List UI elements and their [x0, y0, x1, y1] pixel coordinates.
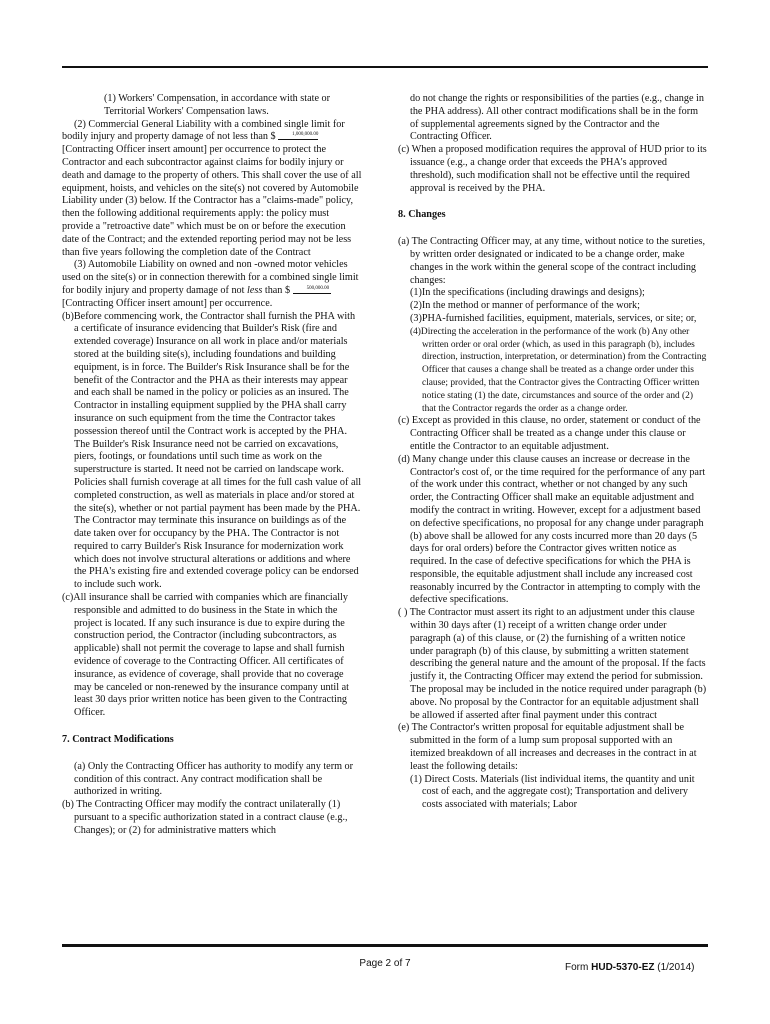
clause-7c: (c) When a proposed modification requires the approval of HUD prior to its issuance (e.g., a change order that exceeds the PHA's approved threshold), such modification shall not be effective until the required approval is received by the PHA. [398, 144, 707, 194]
right-column [398, 93, 708, 812]
clause-3-less: less [247, 284, 263, 296]
clause-3-text-c: [Contracting Officer insert amount] per occurrence. [62, 297, 273, 309]
clause-3-text-b: than $ [264, 284, 291, 296]
clause-7b: (b) The Contracting Officer may modify the contract unilaterally (1) pursuant to a specific authorization stated in a contract clause (e.g., Changes); or (2) for administrative matters which [62, 799, 348, 836]
clause-2-general-liability [62, 119, 362, 260]
section-8-heading: 8. Changes [398, 209, 446, 221]
form-prefix: Form [565, 962, 589, 973]
form-identifier [565, 962, 695, 973]
clause-c-insurance-carriers: (c)All insurance shall be carried with companies which are financially responsible and admitted to do business in the State in which the project is located. If any such insurance is due to expire during the construction period, the Contractor (including subcontractors, as applicable) shall not permit the coverage to lapse and shall furnish evidence of coverage to the Contracting Officer. All certificates of insurance, as evidence of coverage, shall provide that no coverage may be canceled or non-renewed by the insurance company until at least 30 days prior written notice has been given to the Contracting Officer. [62, 592, 349, 719]
clause-8e-1: (1) Direct Costs. Materials (list individual items, the quantity and unit cost of each, and the aggregate cost); Transportation and delivery costs associated with materials; Labor [410, 773, 695, 811]
clause-3-auto-liability [62, 259, 362, 310]
clause-2-text-a: (2) Commercial General Liability with a combined single limit for bodily injury and property damage of not less than $ [62, 118, 345, 143]
clause-3-text-a: (3) Automobile Liability on owned and non -owned motor vehicles used on the site(s) or in connection therewith for a combined single limit for bodily injury and property damage of not [62, 259, 359, 296]
clause-8a: (a) The Contracting Officer may, at any time, without notice to the sureties, by written order designated or indicated to be a change order, make changes in the work within the general scope of the contract including changes: [398, 236, 706, 286]
page-number: Page 2 of 7 [359, 958, 411, 969]
clause-8a-4: (4)Directing the acceleration in the performance of the work (b) Any other written order or oral order (which, as used in this paragraph (b), includes direction, instruction, interpretation, or determination) from the Contracting Officer that causes a change shall be treated as a change order under this clause; provided, that the Contractor gives the Contracting Officer written notice stating (1) the date, circumstances and source of the order and (2) that the Contractor regards the order as a change order. [410, 326, 707, 414]
section-7-heading: 7. Contract Modifications [62, 734, 174, 746]
bottom-rule [62, 944, 708, 947]
clause-2-text-b: [Contracting Officer insert amount] per occurrence to protect the Contractor and each subcontractor against claims for bodily injury or death and damage to the property of others. This shall cover the use of all equipment, hoists, and vehicles on the site(s) not covered by Automobile Liability under (3) below. If the Contractor has a "claims-made" policy, then the following additional requirements apply: the policy must provide a "retroactive date" which must be on or before the execution date of the Contract; and the extended reporting period may not be less than five years following the completion date of the Contract [62, 144, 362, 258]
clause-8e: (e) The Contractor's written proposal for equitable adjustment shall be submitted in the form of a lump sum proposal supported with an itemized breakdown of all increases and decreases in the contract in at least the following details: [398, 722, 697, 772]
clause-7a: (a) Only the Contracting Officer has authority to modify any term or condition of this contract. Any contract modification shall be authorized in writing. [74, 760, 354, 798]
top-rule [62, 66, 708, 68]
clause-8d: (d) Many change under this clause causes an increase or decrease in the Contractor's cost of, or the time required for the performance of any part of the work under this contract, whether or not changed by any such order, the Contracting Officer shall make an equitable adjustment and modify the contract in writing. However, except for a adjustment based on defective specifications, no proposal for any change under paragraph (b) above shall be allowed for any costs incurred more than 20 days (5 days for oral orders) before the Contractor gives written notice as required. In the case of defective specifications for which the PHA is responsible, the equitable adjustment shall include any increased cost reasonably incurred by the Contractor in attempting to comply with the defective specifications. [398, 453, 706, 606]
clause-8a-3: (3)PHA-furnished facilities, equipment, materials, services, or site; or, [410, 312, 697, 324]
clause-8a-2: (2)In the method or manner of performance of the work; [410, 300, 640, 312]
clause-8a-1: (1)In the specifications (including drawings and designs); [410, 287, 645, 299]
clause-8c: (c) Except as provided in this clause, no order, statement or conduct of the Contracting Officer shall be treated as a change under this clause or entitle the Contractor to an equitable adjustment. [398, 415, 701, 452]
clause-7b-continued: do not change the rights or responsibilities of the parties (e.g., change in the PHA address). All other contract modifications shall be in the form of supplemental agreements signed by the Contractor and the Contracting Officer. [410, 93, 704, 143]
clause-1-workers-comp: (1) Workers' Compensation, in accordance with state or Territorial Workers' Compensation laws. [104, 93, 331, 117]
form-id: HUD-5370-EZ [591, 962, 655, 973]
amount-blank-liability: 1,000,000.00 [278, 131, 318, 140]
form-date: (1/2014) [657, 962, 695, 973]
clause-b-builders-risk: (b)Before commencing work, the Contractor shall furnish the PHA with a certificate of insurance evidencing that Builder's Risk (fire and extended coverage) Insurance on all work in place and/or materials stored at the building site(s), including foundations and building equipment, is in force. The Builder's Risk Insurance shall be for the benefit of the Contractor and the PHA as their interests may appear and each shall be named in the policy or policies as an insured. The Contractor in installing equipment supplied by the PHA shall carry insurance on such equipment from the time the Contractor takes possession thereof until the Contract work is accepted by the PHA. The Builder's Risk Insurance need not be carried on excavations, piers, footings, or foundations until such time as work on the superstructure is started. It need not be carried on landscape work. Policies shall furnish coverage at all times for the full cash value of all completed construction, as well as materials in place and/or stored at the site(s), whether or not partial payment has been made by the PHA. The Contractor may terminate this insurance on buildings as of the date taken over for occupancy by the PHA. The Contractor is not required to carry Builder's Risk Insurance for modernization work which does not involve structural alterations or additions and where the PHA's existing fire and extended coverage policy can be endorsed to include such work. [62, 310, 362, 591]
amount-blank-auto: 500,000.00 [293, 285, 332, 294]
left-column [62, 93, 362, 838]
clause-8-unlabeled: ( ) The Contractor must assert its right to an adjustment under this clause within 30 days after (1) receipt of a written change order under paragraph (a) of this clause, or (2) the furnishing of a written notice under paragraph (b) of this clause, by submitting a written statement describing the general nature and the amount of the proposal. If the facts justify it, the Contracting Officer may extend the period for submission. The proposal may be included in the notice required under paragraph (b) above. No proposal by the Contractor for an equitable adjustment shall be allowed if asserted after final payment under this contract [398, 607, 707, 721]
